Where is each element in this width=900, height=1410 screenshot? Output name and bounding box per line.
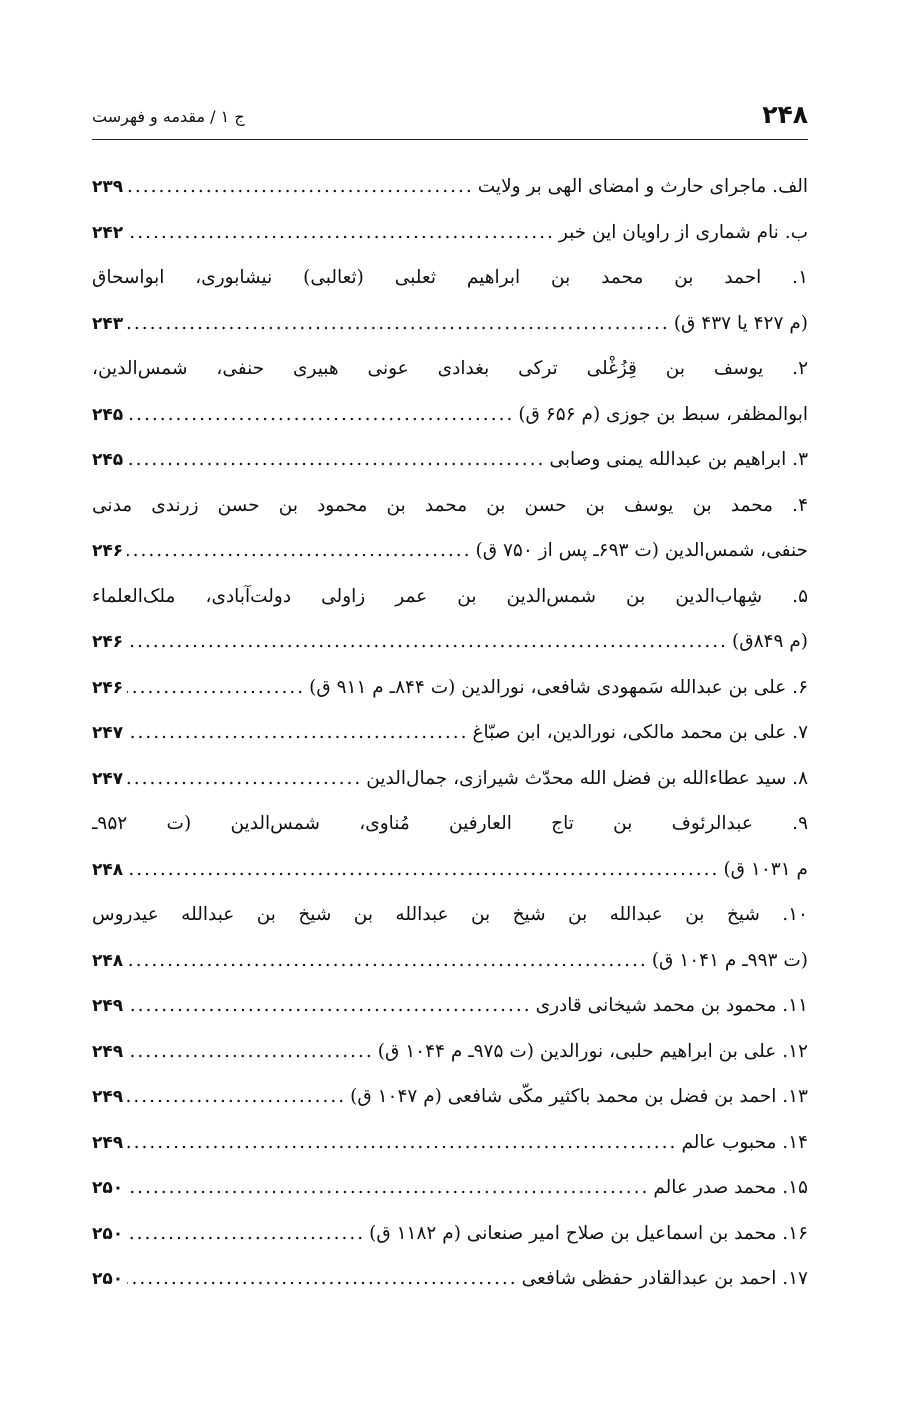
toc-line — [92, 574, 808, 620]
toc-entry-text: ۵. شِهاب‌الدین بن شمس‌الدین بن عمر زاولی دولت‌آبادی، ملک‌العلماء — [92, 585, 808, 607]
toc-entry-text: الف. ماجرای حارث و امضای الهی بر ولایت — [477, 176, 808, 197]
toc-entry-text: ۱۵. محمد صدر عالم — [653, 1177, 808, 1198]
toc-page-number: ۲۵۰ — [92, 1269, 124, 1289]
toc-page-number: ۲۵۰ — [92, 1223, 124, 1244]
dot-leader — [127, 1074, 346, 1120]
dot-leader — [127, 1165, 649, 1211]
toc-line — [92, 1211, 808, 1257]
toc-entry-text: ۱۳. احمد بن فضل بن محمد باکثیر مکّی شافعی (م ۱۰۴۷ ق) — [350, 1086, 808, 1107]
toc-page-number: ۲۵۰ — [92, 1178, 124, 1198]
toc-entry-text: ۸. سید عطاءالله بن فضل الله محدّث شیرازی، جمال‌الدین — [366, 767, 808, 789]
toc-line — [92, 619, 808, 665]
toc-entry-text: ۱۲. علی بن ابراهیم حلبی، نورالدین (ت ۹۷۵ـ م ۱۰۴۴ ق) — [377, 1040, 808, 1062]
toc-page-number: ۲۴۹ — [92, 1132, 124, 1153]
toc-line — [92, 938, 808, 984]
toc-page-number: ۲۴۶ — [92, 677, 124, 698]
toc-line — [92, 801, 808, 847]
dot-leader — [127, 1256, 517, 1302]
toc-line — [92, 983, 808, 1029]
toc-entry-text: ۱. احمد بن محمد بن ابراهیم ثعلبی (ثعالبی) نیشابوری، ابواسحاق — [92, 267, 808, 288]
toc-line — [92, 392, 808, 438]
dot-leader — [127, 164, 474, 210]
toc-page-number: ۲۴۶ — [92, 632, 124, 652]
toc-page-number: ۲۴۵ — [92, 450, 124, 470]
page-number: ۲۴۸ — [762, 100, 808, 129]
dot-leader — [127, 619, 728, 665]
dot-leader — [127, 1029, 374, 1075]
toc-entry-text: (ت ۹۹۳ـ م ۱۰۴۱ ق) — [651, 949, 808, 971]
dot-leader — [127, 301, 670, 347]
toc-entry-text: ابوالمظفر، سبط بن جوزی (م ۶۵۶ ق) — [518, 403, 808, 425]
toc-line — [92, 710, 808, 756]
header-rule — [92, 139, 808, 140]
dot-leader — [127, 665, 305, 711]
toc-line — [92, 528, 808, 574]
dot-leader — [127, 710, 468, 756]
toc-page-number: ۲۳۹ — [92, 177, 124, 197]
toc-line — [92, 1120, 808, 1166]
toc-line — [92, 164, 808, 210]
toc-page-number: ۲۴۵ — [92, 404, 124, 425]
toc-page-number: ۲۴۸ — [92, 859, 124, 880]
dot-leader — [127, 847, 719, 893]
toc-line — [92, 1165, 808, 1211]
toc-line — [92, 483, 808, 529]
toc-entry-text: ۹. عبدالرئوف بن تاج العارفین مُناوی، شمس‌الدین (ت ۹۵۲ـ — [92, 813, 808, 834]
toc-page-number: ۲۴۷ — [92, 723, 124, 743]
toc-entry-text: ۱۴. محبوب عالم — [681, 1131, 808, 1153]
dot-leader — [127, 528, 471, 574]
toc-entry-text: م ۱۰۳۱ ق) — [723, 858, 808, 880]
toc-entry-text: ۷. علی بن محمد مالکی، نورالدین، ابن صبّاغ — [472, 722, 808, 743]
toc-page-number: ۲۴۹ — [92, 1041, 124, 1062]
dot-leader — [127, 210, 555, 256]
toc-line — [92, 665, 808, 711]
toc-page-number: ۲۴۳ — [92, 313, 124, 334]
page-header — [92, 96, 808, 130]
toc-page-number: ۲۴۸ — [92, 950, 124, 971]
toc-entry-text: حنفی، شمس‌الدین (ت ۶۹۳ـ پس از ۷۵۰ ق) — [475, 540, 808, 561]
toc-line — [92, 756, 808, 802]
dot-leader — [127, 1211, 365, 1257]
toc-line — [92, 301, 808, 347]
toc-entry-text: ۱۷. احمد بن عبدالقادر حفظی شافعی — [521, 1268, 808, 1289]
toc-line — [92, 1074, 808, 1120]
toc-entry-text: ۶. علی بن عبدالله سَمهودی شافعی، نورالدین (ت ۸۴۴ـ م ۹۱۱ ق) — [309, 676, 808, 698]
toc-line — [92, 847, 808, 893]
running-title: ج ۱ / مقدمه و فهرست — [92, 107, 245, 126]
toc-line — [92, 437, 808, 483]
toc-entry-text: (م ۸۴۹ق) — [732, 631, 808, 652]
dot-leader — [127, 1120, 677, 1166]
dot-leader — [127, 983, 532, 1029]
toc-line — [92, 892, 808, 938]
table-of-contents — [92, 164, 808, 1302]
toc-line — [92, 346, 808, 392]
toc-entry-text: ۱۰. شیخ بن عبدالله بن شیخ بن عبدالله بن شیخ بن عبدالله عیدروس — [92, 904, 808, 925]
toc-line — [92, 1029, 808, 1075]
book-page — [92, 0, 808, 1410]
toc-entry-text: ۳. ابراهیم بن عبدالله یمنی وصابی — [549, 449, 808, 470]
toc-entry-text: ۱۱. محمود بن محمد شیخانی قادری — [535, 995, 808, 1016]
toc-line — [92, 210, 808, 256]
dot-leader — [127, 437, 545, 483]
toc-page-number: ۲۴۶ — [92, 541, 124, 561]
dot-leader — [127, 392, 514, 438]
toc-entry-text: ۲. یوسف بن قِزُغْلی ترکی بغدادی عونی هبیری حنفی، شمس‌الدین، — [92, 358, 808, 379]
toc-page-number: ۲۴۹ — [92, 996, 124, 1016]
toc-entry-text: (م ۴۲۷ یا ۴۳۷ ق) — [673, 312, 808, 334]
dot-leader — [127, 756, 362, 802]
toc-page-number: ۲۴۲ — [92, 222, 124, 243]
dot-leader — [127, 938, 648, 984]
toc-line — [92, 255, 808, 301]
toc-line — [92, 1256, 808, 1302]
toc-entry-text: ۱۶. محمد بن اسماعیل بن صلاح امیر صنعانی (م ۱۱۸۲ ق) — [369, 1222, 808, 1244]
toc-entry-text: ۴. محمد بن یوسف بن حسن بن محمد بن محمود بن حسن زرندی مدنی — [92, 494, 808, 516]
toc-entry-text: ب. نام شماری از راویان این خبر — [558, 221, 808, 243]
toc-page-number: ۲۴۷ — [92, 768, 124, 789]
toc-page-number: ۲۴۹ — [92, 1087, 124, 1107]
